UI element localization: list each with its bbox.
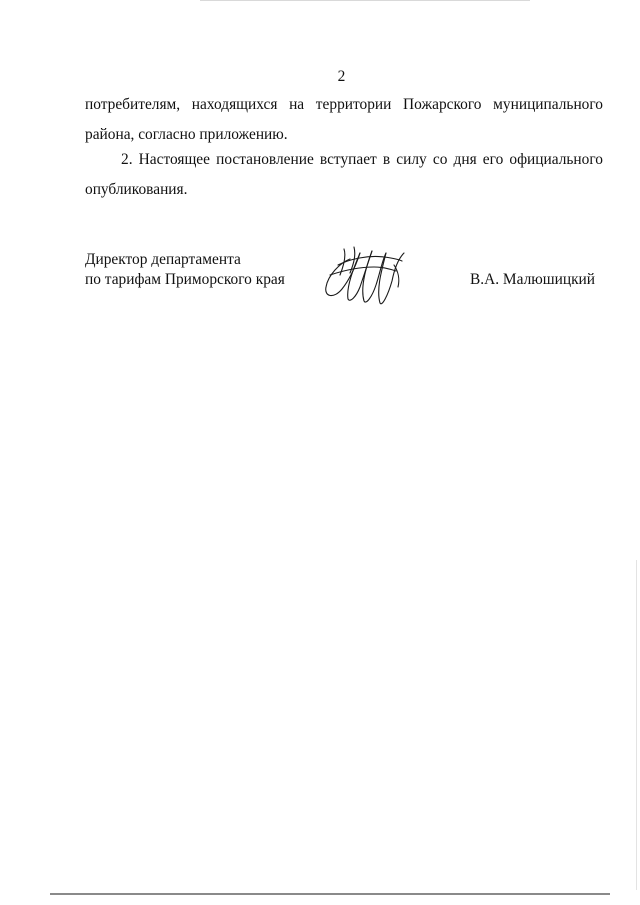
page-number: 2 — [337, 68, 346, 85]
scan-artifact-top — [200, 0, 530, 1]
signer-position-line-2: по тарифам Приморского края — [85, 271, 285, 288]
scan-artifact-bottom — [50, 893, 610, 895]
signer-name: В.А. Малюшицкий — [470, 271, 596, 288]
handwritten-signature — [320, 245, 408, 307]
paragraph-effective-date: 2. Настоящее постановление вступает в силу со дня его официального опубликования. — [85, 151, 603, 198]
paragraph-continuation: потребителям, находящихся на территории Пожарского муниципального района, согласно приложению. — [85, 96, 603, 143]
scan-artifact-edge — [636, 560, 637, 890]
signer-position — [85, 250, 285, 290]
signer-position-line-1: Директор департамента — [85, 251, 241, 268]
